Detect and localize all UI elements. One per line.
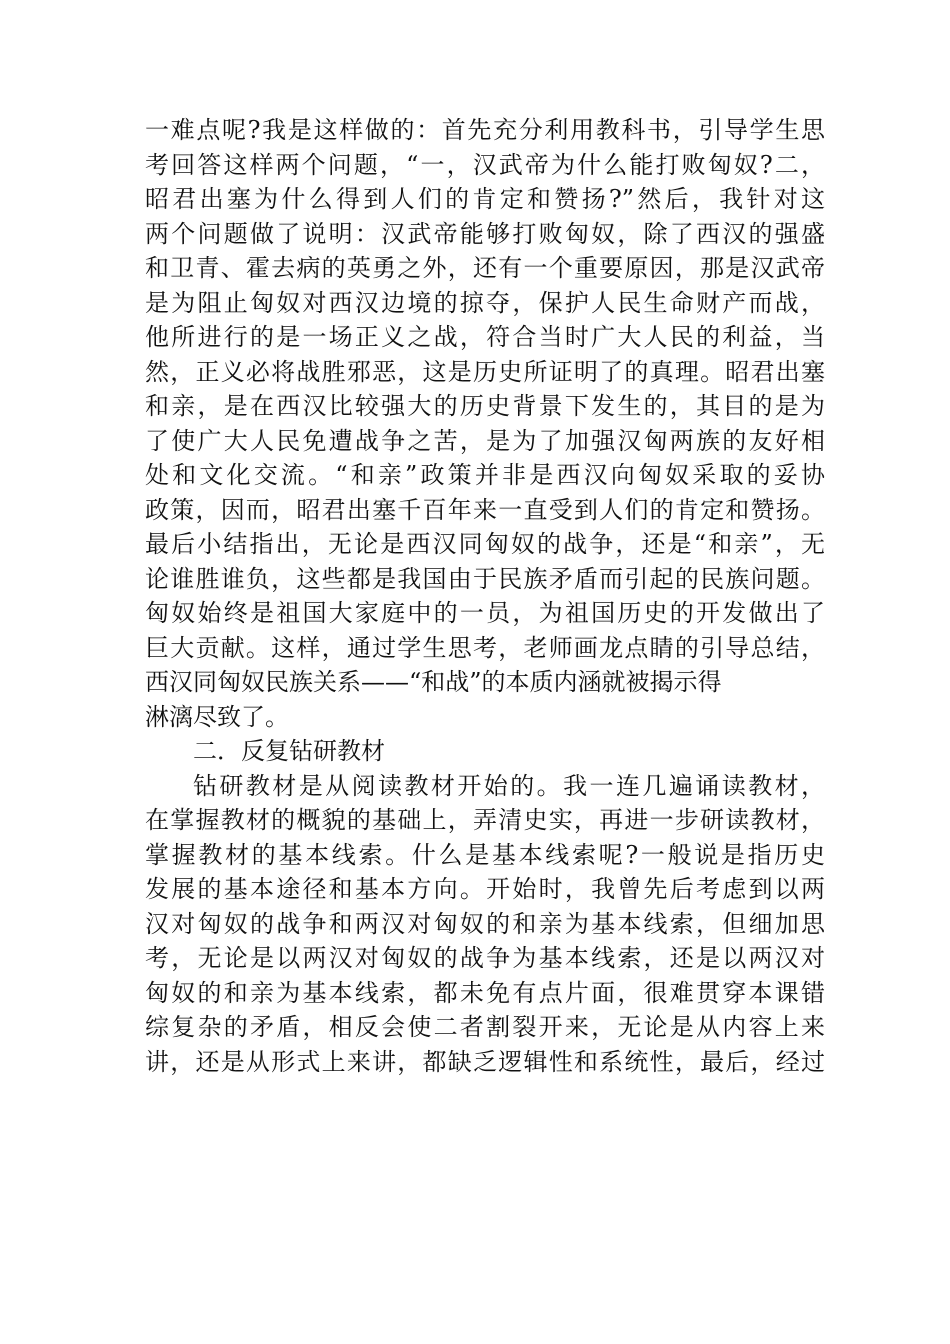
text-line: 了使广大人民免遭战争之苦，是为了加强汉匈两族的友好相: [145, 426, 825, 455]
paragraph-2: [145, 769, 825, 1080]
text-line: 政策，因而，昭君出塞千百年来一直受到人们的肯定和赞扬。: [145, 495, 825, 524]
text-line: 考，无论是以两汉对匈奴的战争为基本线索，还是以两汉对: [145, 944, 825, 972]
text-line: 钻研教材是从阅读教材开始的。我一连几遍诵读教材，: [193, 771, 825, 800]
text-line: 和卫青、霍去病的英勇之外，还有一个重要原因，那是汉武帝: [145, 254, 825, 282]
text-line: 匈奴始终是祖国大家庭中的一员，为祖国历史的开发做出了: [145, 599, 825, 627]
text-line: 讲，还是从形式上来讲，都缺乏逻辑性和系统性，最后，经过: [145, 1047, 825, 1076]
text-line: 考回答这样两个问题，“一，汉武帝为什么能打败匈奴?二，: [145, 150, 825, 179]
text-line: 两个问题做了说明：汉武帝能够打败匈奴，除了西汉的强盛: [145, 219, 825, 248]
text-line: 巨大贡献。这样，通过学生思考，老师画龙点睛的引导总结，: [145, 633, 825, 662]
text-line: 一难点呢?我是这样做的：首先充分利用教科书，引导学生思: [145, 116, 825, 144]
text-line: 最后小结指出，无论是西汉同匈奴的战争，还是“和亲”，无: [145, 530, 825, 558]
text-line: 汉对匈奴的战争和两汉对匈奴的和亲为基本线索，但细加思: [145, 909, 825, 938]
text-line: 西汉同匈奴民族关系——“和战”的本质内涵就被揭示得: [145, 668, 722, 696]
text-line: 和亲，是在西汉比较强大的历史背景下发生的，其目的是为: [145, 392, 825, 420]
text-line: 然，正义必将战胜邪恶，这是历史所证明了的真理。昭君出塞: [145, 357, 825, 386]
text-line: 综复杂的矛盾，相反会使二者割裂开来，无论是从内容上来: [145, 1013, 825, 1041]
text-line: 发展的基本途径和基本方向。开始时，我曾先后考虑到以两: [145, 875, 825, 903]
text-line: 掌握教材的基本线索。什么是基本线索呢?一般说是指历史: [145, 840, 825, 869]
text-line: 匈奴的和亲为基本线索，都未免有点片面，很难贯穿本课错: [145, 978, 825, 1007]
text-line: 他所进行的是一场正义之战，符合当时广大人民的利益，当: [145, 323, 825, 351]
text-line: 论谁胜谁负，这些都是我国由于民族矛盾而引起的民族问题。: [145, 564, 825, 593]
text-line: 淋漓尽致了。: [145, 702, 289, 731]
section-heading: 二．反复钻研教材: [193, 737, 385, 765]
document-body: [145, 113, 825, 1079]
text-line: 处和文化交流。“和亲”政策并非是西汉向匈奴采取的妥协: [145, 461, 825, 489]
text-line: 是为阻止匈奴对西汉边境的掠夺，保护人民生命财产而战，: [145, 288, 825, 317]
text-line: 在掌握教材的概貌的基础上，弄清史实，再进一步研读教材，: [145, 806, 825, 834]
paragraph-1: [145, 113, 825, 734]
text-line: 昭君出塞为什么得到人们的肯定和赞扬?”然后，我针对这: [145, 185, 825, 213]
